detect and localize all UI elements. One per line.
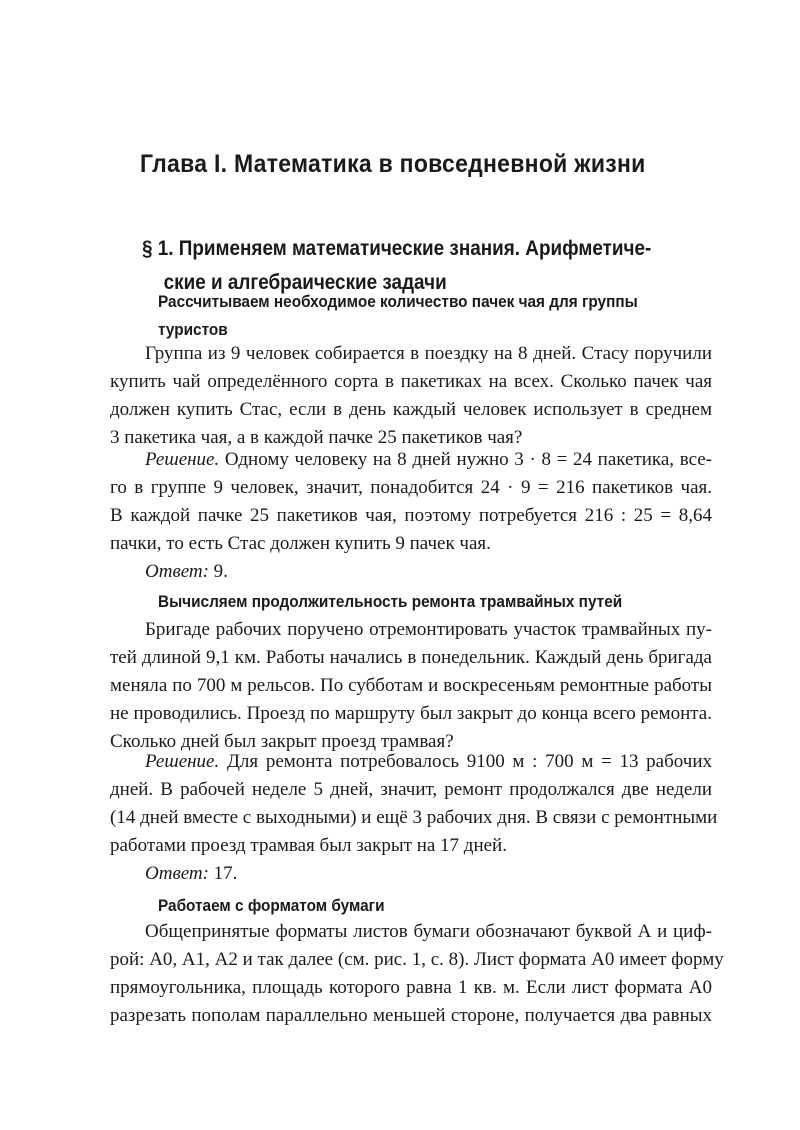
solution-text: Для ремонта потребовалось 9100 м : 700 м = 13 рабочих: [219, 751, 712, 772]
text-line: не проводились. Проезд по маршруту был закрыт до конца всего ремонта.: [110, 703, 712, 724]
text-line: разрезать пополам параллельно меньшей стороне, получается два равных: [110, 1005, 712, 1026]
text-line: 3 пакетика чая, а в каждой пачке 25 пакетиков чая?: [110, 427, 523, 448]
text-line: го в группе 9 человек, значит, понадобится 24 · 9 = 216 пакетиков чая.: [110, 477, 712, 498]
problem-heading: [158, 588, 657, 616]
text-line: тей длиной 9,1 км. Работы начались в понедельник. Каждый день бригада: [110, 647, 712, 668]
solution-label: Решение.: [145, 751, 220, 772]
text-line: работами проезд трамвая был закрыт на 17 дней.: [110, 835, 507, 856]
heading-line: Вычисляем продолжительность ремонта трамвайных путей: [158, 593, 623, 611]
text-line: Бригаде рабочих поручено отремонтировать участок трамвайных пу-: [145, 619, 712, 640]
text-line: [110, 446, 712, 474]
solution-text: Одному человеку на 8 дней нужно 3 · 8 = 24 пакетика, все-: [219, 449, 712, 470]
heading-line: Рассчитываем необходимое количество пачек чая для группы: [158, 293, 638, 311]
section-title-line: ские и алгебраические задачи: [163, 271, 447, 294]
text-line: [110, 748, 712, 776]
text-line: Группа из 9 человек собирается в поездку на 8 дней. Стасу поручили: [145, 343, 712, 364]
problem-statement: [110, 340, 712, 452]
answer-value: 9.: [208, 561, 228, 582]
heading-line: туристов: [158, 321, 228, 339]
text-line: рой: А0, А1, А2 и так далее (см. рис. 1, с. 8). Лист формата А0 имеет форму: [110, 949, 724, 970]
text-line: прямоугольника, площадь которого равна 1 кв. м. Если лист формата А0: [110, 977, 712, 998]
text-line: дней. В рабочей неделе 5 дней, значит, ремонт продолжался две недели: [110, 779, 712, 800]
answer-label: Ответ:: [145, 561, 209, 582]
problem-heading: [158, 892, 402, 920]
answer-line: [110, 860, 712, 888]
text-line: Сколько дней был закрыт проезд трамвая?: [110, 731, 454, 752]
text-line: купить чай определённого сорта в пакетиках на всех. Сколько пачек чая: [110, 371, 712, 392]
solution-label: Решение.: [145, 449, 220, 470]
text-line: (14 дней вместе с выходными) и ещё 3 рабочих дня. В связи с ремонтными: [110, 807, 718, 828]
text-line: В каждой пачке 25 пакетиков чая, поэтому потребуется 216 : 25 = 8,64: [110, 505, 712, 526]
problem-statement: [110, 616, 712, 756]
text-line: Общепринятые форматы листов бумаги обозначают буквой А и циф-: [145, 921, 712, 942]
heading-line: Работаем с форматом бумаги: [158, 897, 385, 915]
answer-label: Ответ:: [145, 863, 209, 884]
problem-statement: [110, 918, 724, 1030]
text-line: должен купить Стас, если в день каждый человек использует в среднем: [110, 399, 712, 420]
answer-value: 17.: [208, 863, 238, 884]
answer-line: [110, 558, 712, 586]
problem-heading: [158, 288, 674, 344]
problem-solution: [110, 446, 712, 586]
text-line: пачки, то есть Стас должен купить 9 пачек чая.: [110, 533, 491, 554]
section-title-line: § 1. Применяем математические знания. Арифметиче-: [142, 237, 652, 260]
problem-solution: [110, 748, 718, 888]
text-line: меняла по 700 м рельсов. По субботам и воскресеньям ремонтные работы: [110, 675, 712, 696]
chapter-title: Глава I. Математика в повседневной жизни: [140, 150, 646, 178]
